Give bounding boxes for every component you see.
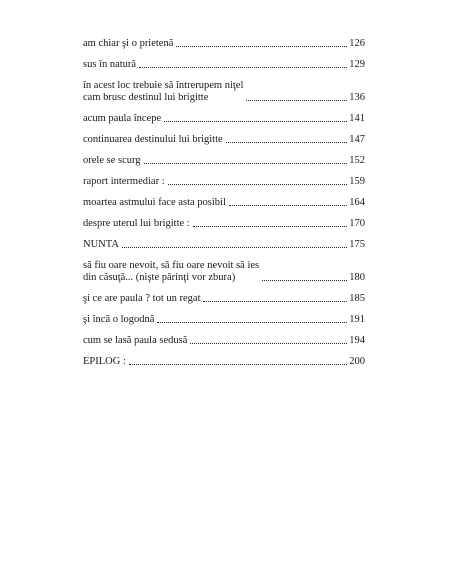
toc-entry <box>83 59 365 71</box>
toc-entry-page: 164 <box>349 197 365 208</box>
toc-entry <box>83 155 365 167</box>
toc-entry-title: cum se lasă paula sedusă <box>83 335 188 346</box>
toc-entry-title: raport intermediar : <box>83 176 165 187</box>
toc-entry-page: 147 <box>349 134 365 145</box>
toc-entry-page: 194 <box>349 335 365 346</box>
toc-entry-page: 175 <box>349 239 365 250</box>
toc-entry <box>83 113 365 125</box>
toc-entry-title: EPILOG : <box>83 356 126 367</box>
toc-entry <box>83 38 365 50</box>
toc-entry-title: şi încă o logodnă <box>83 314 155 325</box>
toc-entry <box>83 134 365 146</box>
toc-entry-page: 191 <box>349 314 365 325</box>
dot-leader <box>203 301 347 302</box>
toc-entry-title: să fiu oare nevoit, să fiu oare nevoit să ies din căsuţă... (nişte părinţi vor zbura) <box>83 260 260 283</box>
dot-leader <box>139 67 347 68</box>
toc-entry <box>83 176 365 188</box>
toc-entry-page: 170 <box>349 218 365 229</box>
toc-entry <box>83 356 365 368</box>
dot-leader <box>226 142 348 143</box>
toc-entry <box>83 314 365 326</box>
toc-entry-title: în acest loc trebuie să întrerupem niţel cam brusc destinul lui brigitte <box>83 80 244 103</box>
toc-entry <box>83 335 365 347</box>
toc-entry-title: despre uterul lui brigitte : <box>83 218 190 229</box>
toc-entry-page: 159 <box>349 176 365 187</box>
toc-entry <box>83 197 365 209</box>
toc-entry-page: 136 <box>349 92 365 103</box>
dot-leader <box>144 163 348 164</box>
dot-leader <box>122 247 347 248</box>
dot-leader <box>193 226 348 227</box>
toc-entry-title: şi ce are paula ? tot un regat <box>83 293 201 304</box>
toc-entry-title: continuarea destinului lui brigitte <box>83 134 223 145</box>
toc-entry-title: orele se scurg <box>83 155 141 166</box>
table-of-contents <box>83 38 365 368</box>
dot-leader <box>229 205 347 206</box>
toc-entry-page: 200 <box>349 356 365 367</box>
toc-entry-page: 141 <box>349 113 365 124</box>
toc-entry-page: 152 <box>349 155 365 166</box>
dot-leader <box>129 364 347 365</box>
toc-entry <box>83 239 365 251</box>
toc-entry-title: sus în natură <box>83 59 137 70</box>
toc-entry-title: moartea astmului face asta posibil <box>83 197 226 208</box>
toc-entry <box>83 260 365 284</box>
dot-leader <box>168 184 348 185</box>
toc-entry-page: 129 <box>349 59 365 70</box>
dot-leader <box>164 121 347 122</box>
toc-entry-title: acum paula începe <box>83 113 162 124</box>
dot-leader <box>262 280 347 281</box>
toc-entry-page: 180 <box>349 272 365 283</box>
toc-entry <box>83 293 365 305</box>
toc-entry-title: am chiar şi o prietenă <box>83 38 174 49</box>
toc-entry-page: 126 <box>349 38 365 49</box>
toc-entry-title: NUNTA <box>83 239 119 250</box>
toc-entry-page: 185 <box>349 293 365 304</box>
dot-leader <box>157 322 347 323</box>
dot-leader <box>190 343 347 344</box>
dot-leader <box>246 100 347 101</box>
dot-leader <box>176 46 347 47</box>
toc-entry <box>83 218 365 230</box>
toc-entry <box>83 80 365 104</box>
